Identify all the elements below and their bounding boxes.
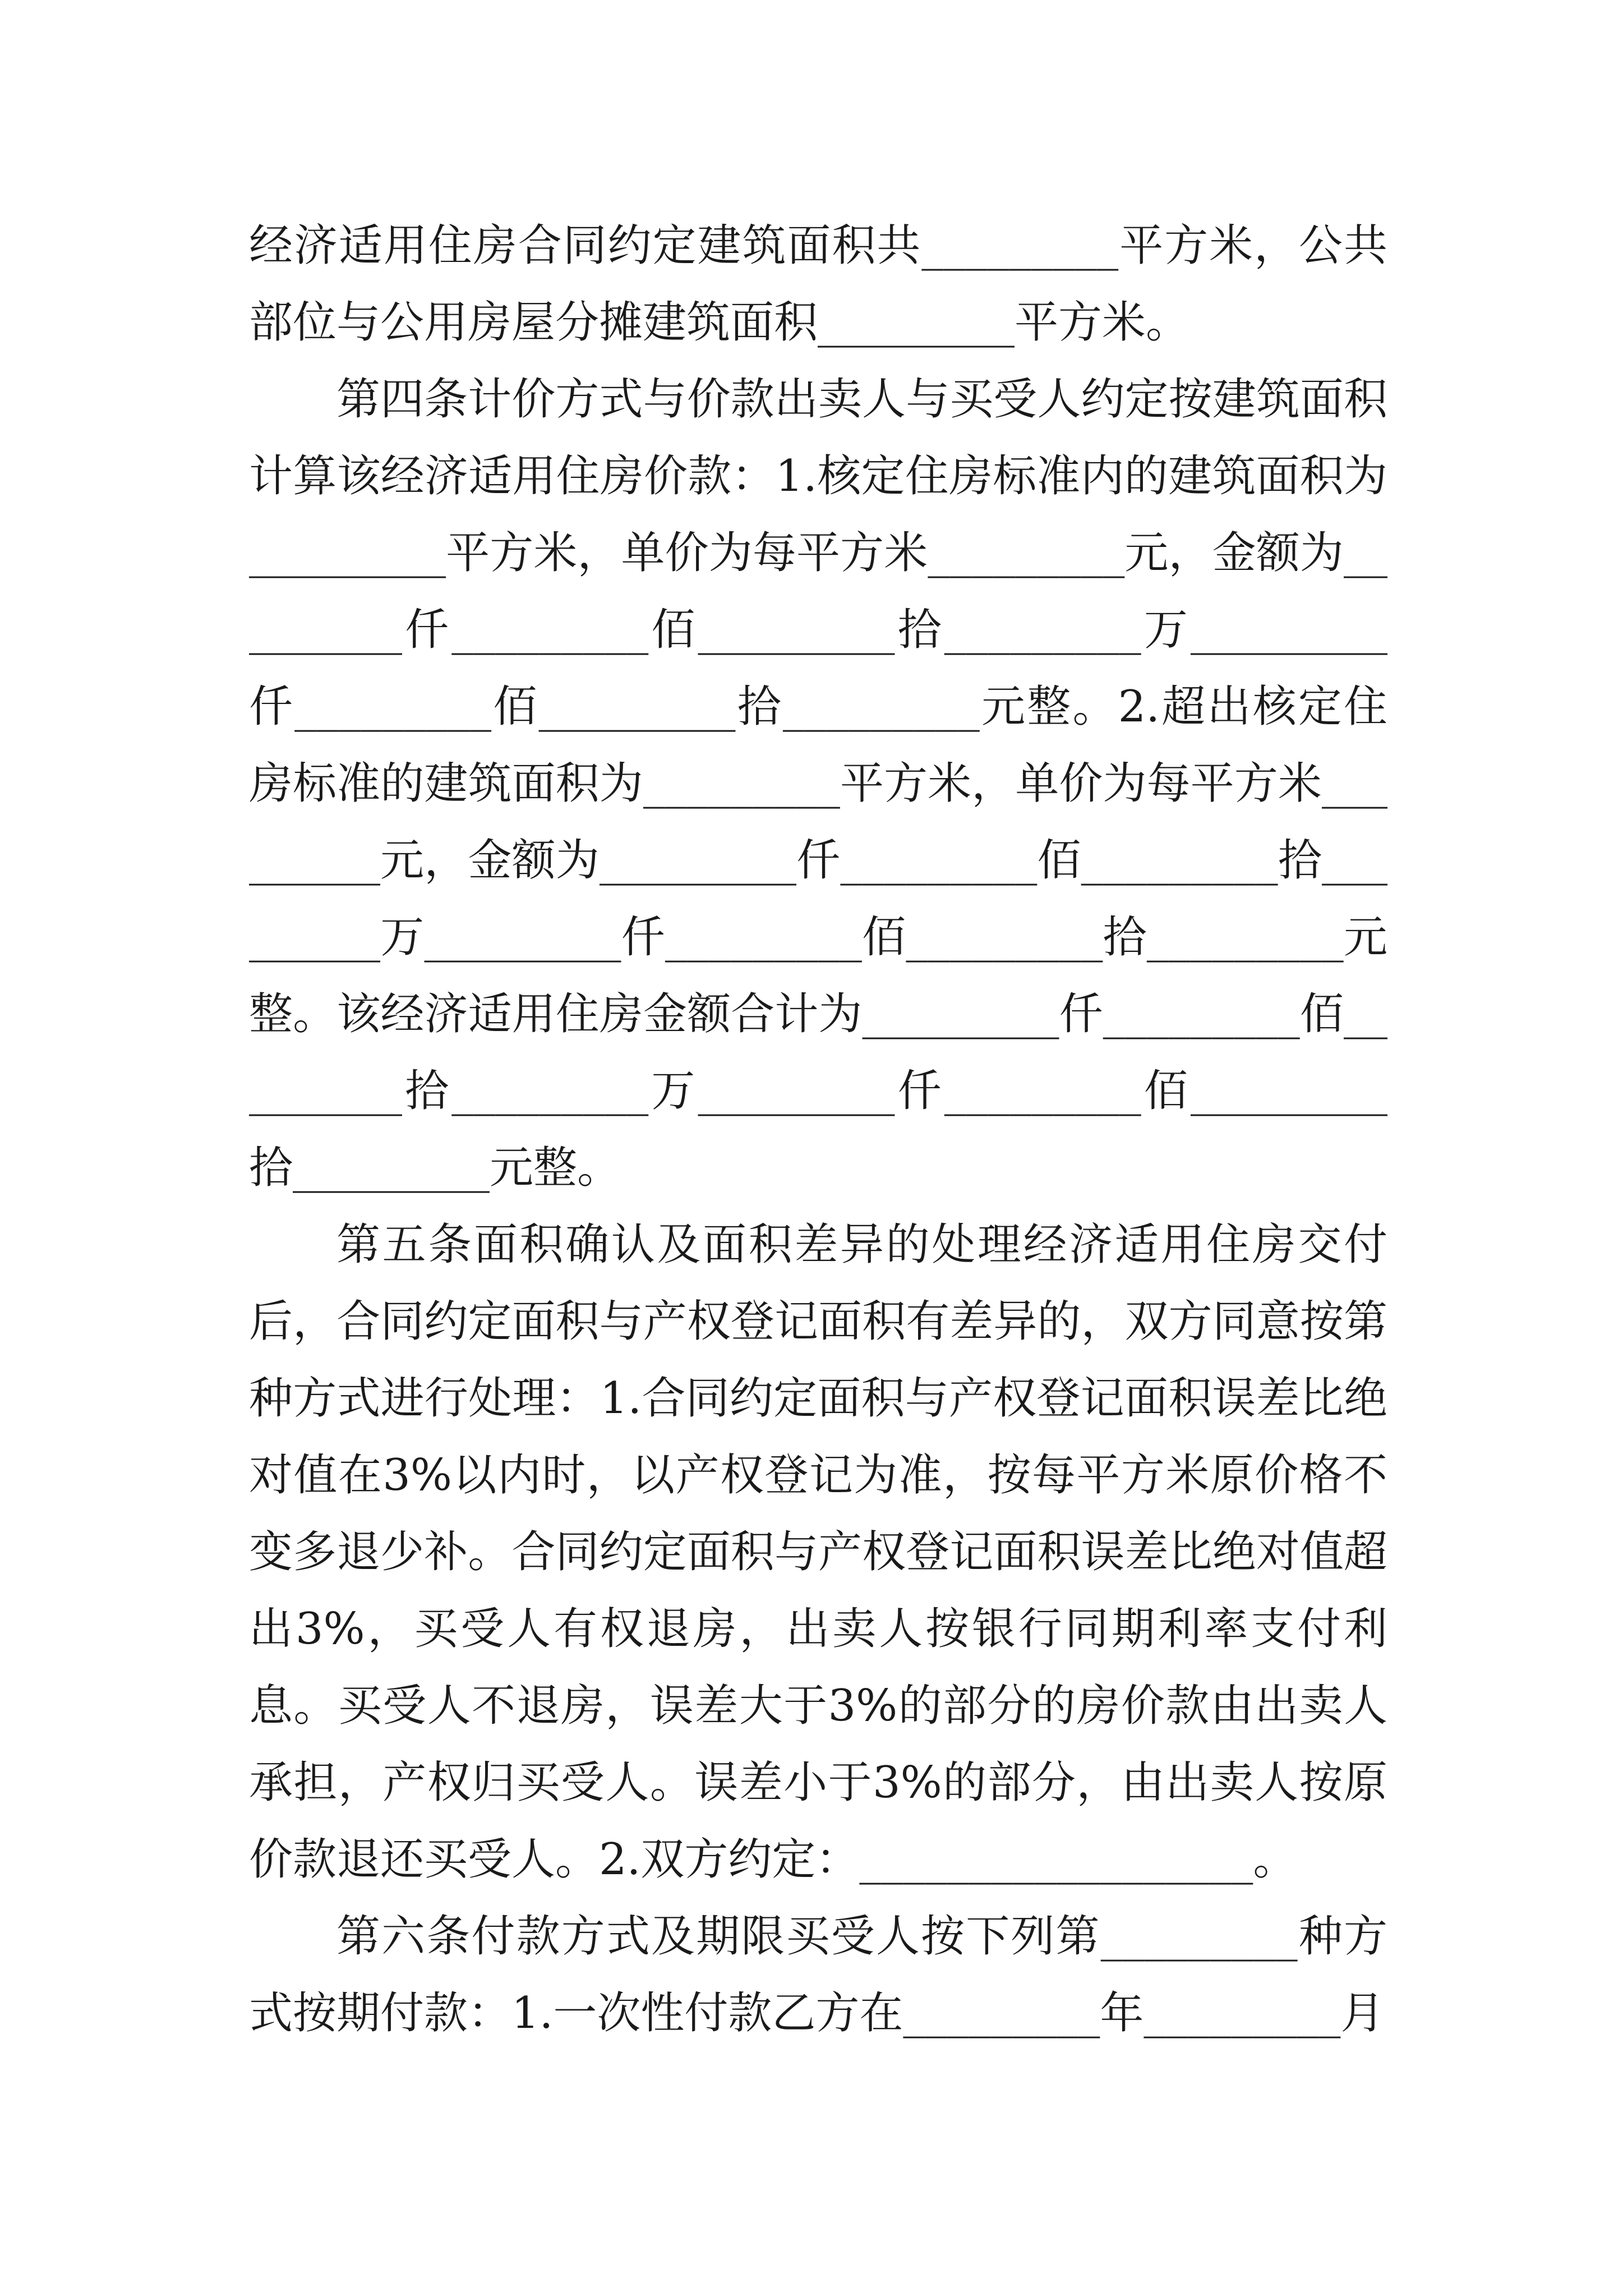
paragraph-article-4-pricing: 第四条计价方式与价款出卖人与买受人约定按建筑面积计算该经济适用住房价款：1.核定住房标准内的建筑面积为_________平方米，单价为每平方米_________元，金额为_________仟_________佰_________拾_________万_________仟_________佰_________拾_________元整。2.超出核定住房标准的建筑面积为_________平方米，单价为每平方米_________元，金额为_________仟_________佰_________拾_________万_________仟_________佰_________拾_________元整。该经济适用住房金额合计为_________仟_________佰_________拾_________万_________仟_________佰_________拾_________元整。 xyxy=(249,374,1387,1193)
paragraph-area-clause: 经济适用住房合同约定建筑面积共_________平方米，公共部位与公用房屋分摊建筑面积_________平方米。 xyxy=(249,220,1387,348)
document-body xyxy=(249,208,1387,2052)
paragraph-article-6-payment: 第六条付款方式及期限买受人按下列第_________种方式按期付款：1.一次性付款乙方在_________年_________月 xyxy=(249,1911,1387,2039)
paragraph-article-5-area-difference: 第五条面积确认及面积差异的处理经济适用住房交付后，合同约定面积与产权登记面积有差异的，双方同意按第种方式进行处理：1.合同约定面积与产权登记面积误差比绝对值在3%以内时，以产权登记为准，按每平方米原价格不变多退少补。合同约定面积与产权登记面积误差比绝对值超出3%，买受人有权退房，出卖人按银行同期利率支付利息。买受人不退房，误差大于3%的部分的房价款由出卖人承担，产权归买受人。误差小于3%的部分，由出卖人按原价款退还买受人。2.双方约定：__________________。 xyxy=(249,1220,1387,1885)
